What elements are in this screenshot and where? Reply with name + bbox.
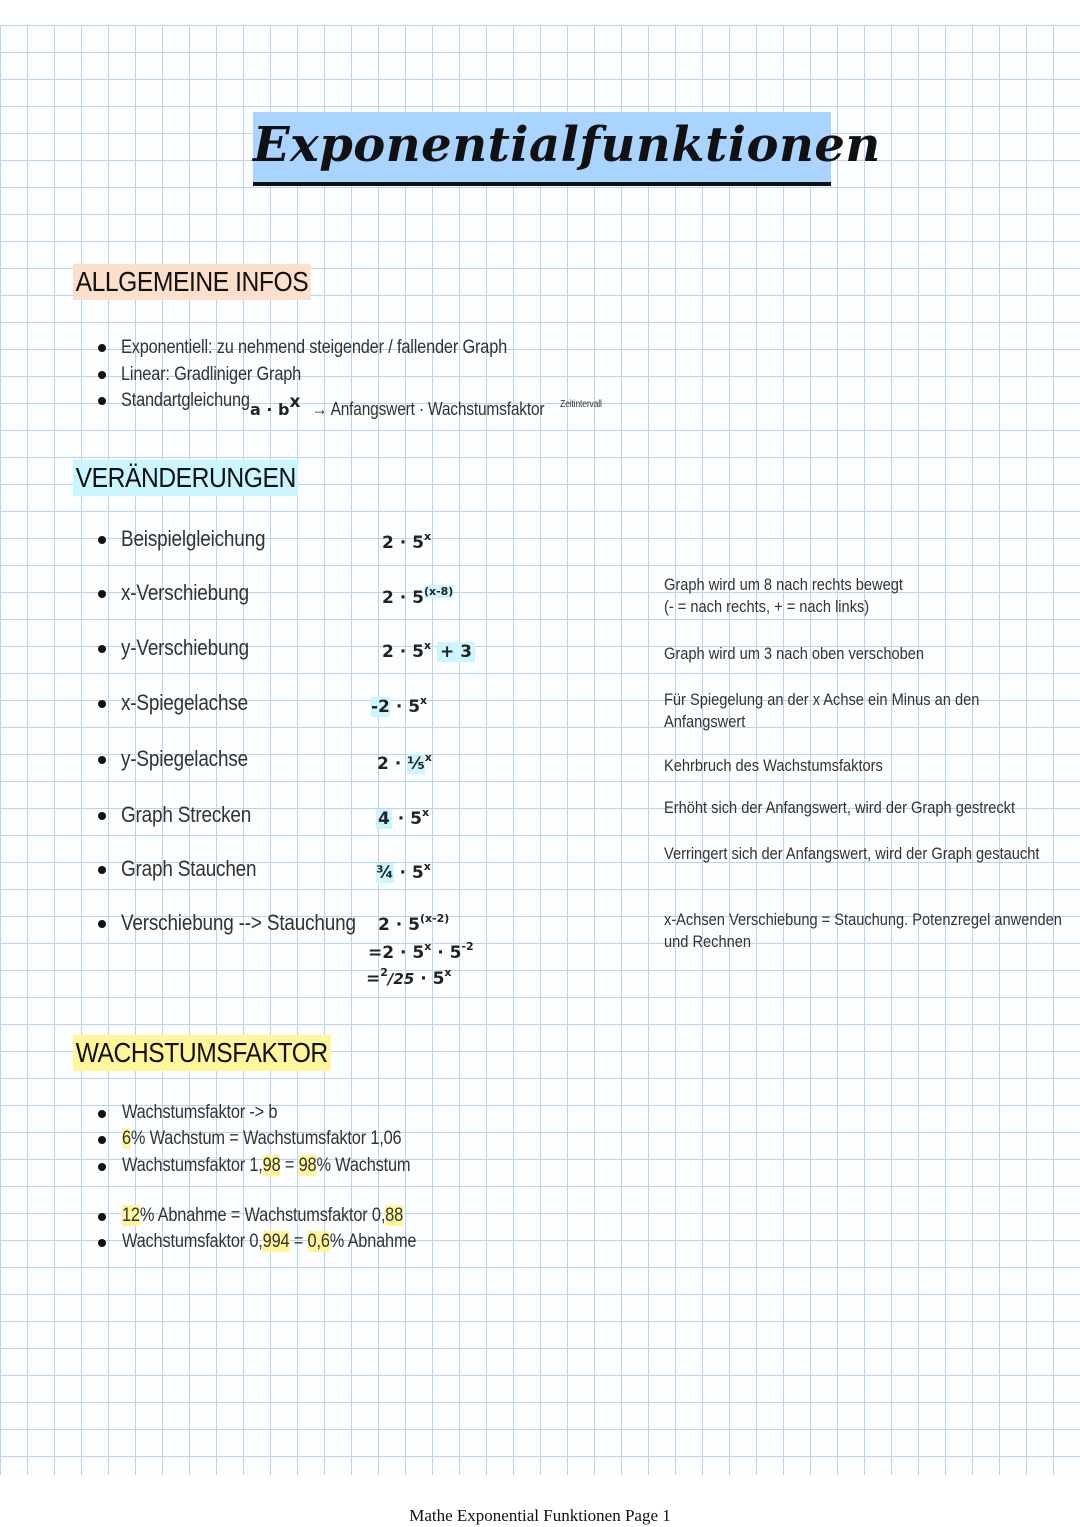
note-graph-stauchen: Verringert sich der Anfangswert, wird der Graph gestaucht xyxy=(664,844,1040,863)
bullet xyxy=(98,371,106,379)
row-label-beispielgleichung: Beispielgleichung xyxy=(121,526,266,551)
bullet xyxy=(98,1110,106,1118)
bullet xyxy=(98,536,106,544)
heading-veraenderungen: VERÄNDERUNGEN xyxy=(73,460,298,496)
wachstum-line-2: 6% Wachstum = Wachstumsfaktor 1,06 xyxy=(122,1128,402,1149)
note-x-spiegelachse: Für Spiegelung an der x Achse ein Minus an den Anfangswert xyxy=(664,690,980,731)
bullet xyxy=(98,397,106,405)
note-verschiebung-stauchung: x-Achsen Verschiebung = Stauchung. Potenzregel anwenden und Rechnen xyxy=(664,910,1062,951)
heading-wachstumsfaktor: WACHSTUMSFAKTOR xyxy=(73,1035,330,1071)
wachstum-line-3: Wachstumsfaktor 1,98 = 98% Wachstum xyxy=(122,1155,411,1176)
row-label-x-verschiebung: x-Verschiebung xyxy=(121,580,250,605)
info-item-exponentiell: Exponentiell: zu nehmend steigender / fallender Graph xyxy=(121,337,508,358)
page-title: Exponentialfunktionen xyxy=(253,112,831,186)
note-y-spiegelachse: Kehrbruch des Wachstumsfaktors xyxy=(664,756,883,775)
bullet xyxy=(98,700,106,708)
row-label-x-spiegelachse: x-Spiegelachse xyxy=(121,690,248,715)
formula-y-verschiebung: $2 \cdot 5^x + 3$ xyxy=(382,639,475,662)
bullet xyxy=(98,344,106,352)
row-label-verschiebung-stauchung: Verschiebung --> Stauchung xyxy=(121,910,356,935)
bullet xyxy=(98,1136,106,1144)
note-y-verschiebung: Graph wird um 3 nach oben verschoben xyxy=(664,644,925,663)
info-item-linear: Linear: Gradliniger Graph xyxy=(121,364,302,385)
formula-y-spiegelachse: 2 · ⅕$^x$ xyxy=(377,751,432,774)
note-x-verschiebung: Graph wird um 8 nach rechts bewegt (- = nach rechts, + = nach links) xyxy=(664,575,903,616)
bullet xyxy=(98,1163,106,1171)
formula-beispiel: $2 \cdot 5^x$ xyxy=(382,530,432,553)
wachstum-line-5: Wachstumsfaktor 0,994 = 0,6% Abnahme xyxy=(122,1231,417,1252)
row-label-y-verschiebung: y-Verschiebung xyxy=(121,635,250,660)
bullet xyxy=(98,866,106,874)
bullet xyxy=(98,756,106,764)
formula-stauchung-line-3: $=^2/25 \cdot 5^x$ xyxy=(366,966,452,989)
bullet xyxy=(98,1239,106,1247)
formula-x-spiegelachse: $-2 \cdot 5^x$ xyxy=(371,694,428,717)
standard-formula: $a \cdot b^x$ → Anfangswert · Wachstumsfaktor $^{Zeitintervall}$ xyxy=(250,392,602,419)
formula-stauchung-line-1: $2 \cdot 5^{(x-2)}$ xyxy=(378,912,450,935)
row-label-graph-stauchen: Graph Stauchen xyxy=(121,856,257,881)
row-label-graph-strecken: Graph Strecken xyxy=(121,802,252,827)
heading-allgemeine-infos: ALLGEMEINE INFOS xyxy=(73,264,311,300)
formula-x-verschiebung: $2 \cdot 5^{(x-8)}$ xyxy=(382,585,454,608)
formula-stauchung-line-2: $=2 \cdot 5^x \cdot 5^{-2}$ xyxy=(368,940,474,963)
bullet xyxy=(98,590,106,598)
bullet xyxy=(98,1213,106,1221)
row-label-y-spiegelachse: y-Spiegelachse xyxy=(121,746,248,771)
note-graph-strecken: Erhöht sich der Anfangswert, wird der Graph gestreckt xyxy=(664,798,1016,817)
wachstum-line-1: Wachstumsfaktor -> b xyxy=(122,1102,278,1123)
info-item-standartgleichung: Standartgleichung xyxy=(121,390,250,411)
bullet xyxy=(98,645,106,653)
wachstum-line-4: 12% Abnahme = Wachstumsfaktor 0,88 xyxy=(122,1205,404,1226)
bullet xyxy=(98,812,106,820)
page-footer: Mathe Exponential Funktionen Page 1 xyxy=(409,1506,671,1525)
formula-graph-stauchen: ¾ · $5^x$ xyxy=(376,860,431,883)
bullet xyxy=(98,920,106,928)
formula-graph-strecken: $4 \cdot 5^x$ xyxy=(378,806,430,829)
